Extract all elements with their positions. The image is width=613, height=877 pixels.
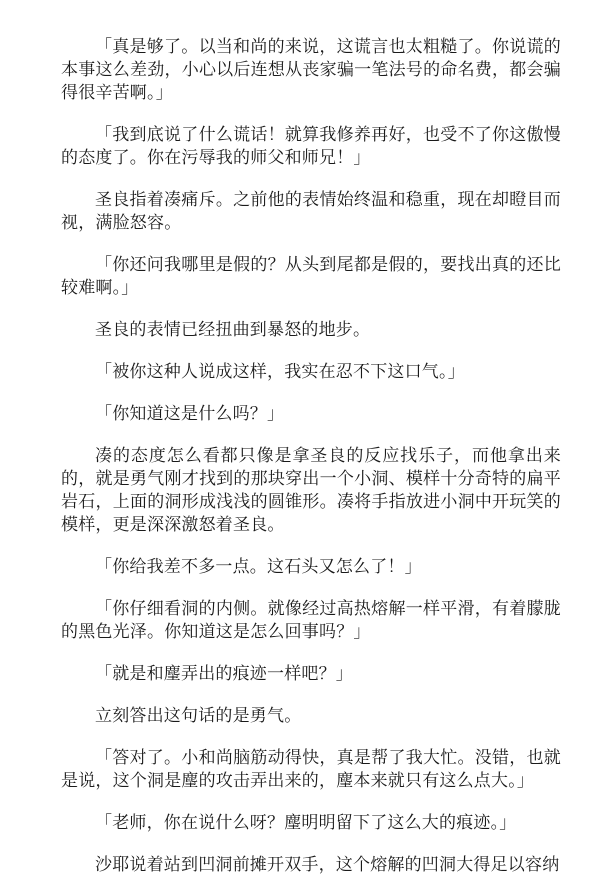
paragraph-9: 「你给我差不多一点。这石头又怎么了！」 xyxy=(95,557,422,577)
paragraph-5: 圣良的表情已经扭曲到暴怒的地步。 xyxy=(95,320,371,340)
paragraph-4: 「你还问我哪里是假的？从头到尾都是假的，要找出真的还比较难啊。」 xyxy=(61,255,561,298)
paragraph-1: 「真是够了。以当和尚的来说，这谎言也太粗糙了。你说谎的本事这么差劲，小心以后连想从丧家骗一笔法号的命名费，都会骗得很辛苦啊。」 xyxy=(61,37,561,103)
paragraph-3: 圣良指着凑痛斥。之前他的表情始终温和稳重，现在却瞪目而视，满脸怒容。 xyxy=(61,190,561,233)
paragraph-2: 「我到底说了什么谎话！就算我修养再好，也受不了你这傲慢的态度了。你在污辱我的师父和师兄！」 xyxy=(61,125,561,168)
paragraph-10: 「你仔细看洞的内侧。就像经过高热熔解一样平滑，有着朦胧的黑色光泽。你知道这是怎么回事吗？」 xyxy=(61,599,561,642)
paragraph-11: 「就是和麈弄出的痕迹一样吧？」 xyxy=(95,664,353,684)
paragraph-12: 立刻答出这句话的是勇气。 xyxy=(95,706,302,726)
paragraph-8: 凑的态度怎么看都只像是拿圣良的反应找乐子，而他拿出来的，就是勇气刚才找到的那块穿出一个小洞、模样十分奇特的扁平岩石，上面的洞形成浅浅的圆锥形。凑将手指放进小洞中开玩笑的模样，更是深深激怒着圣良。 xyxy=(61,446,561,535)
paragraph-13: 「答对了。小和尚脑筋动得快，真是帮了我大忙。没错，也就是说，这个洞是麈的攻击弄出来的，麈本来就只有这么点大。」 xyxy=(61,748,561,791)
paragraph-14: 「老师，你在说什么呀？麈明明留下了这么大的痕迹。」 xyxy=(95,813,517,833)
paragraph-6: 「被你这种人说成这样，我实在忍不下这口气。」 xyxy=(95,362,465,382)
paragraph-15: 沙耶说着站到凹洞前摊开双手，这个熔解的凹洞大得足以容纳 xyxy=(95,855,560,875)
paragraph-7: 「你知道这是什么吗？」 xyxy=(95,404,285,424)
